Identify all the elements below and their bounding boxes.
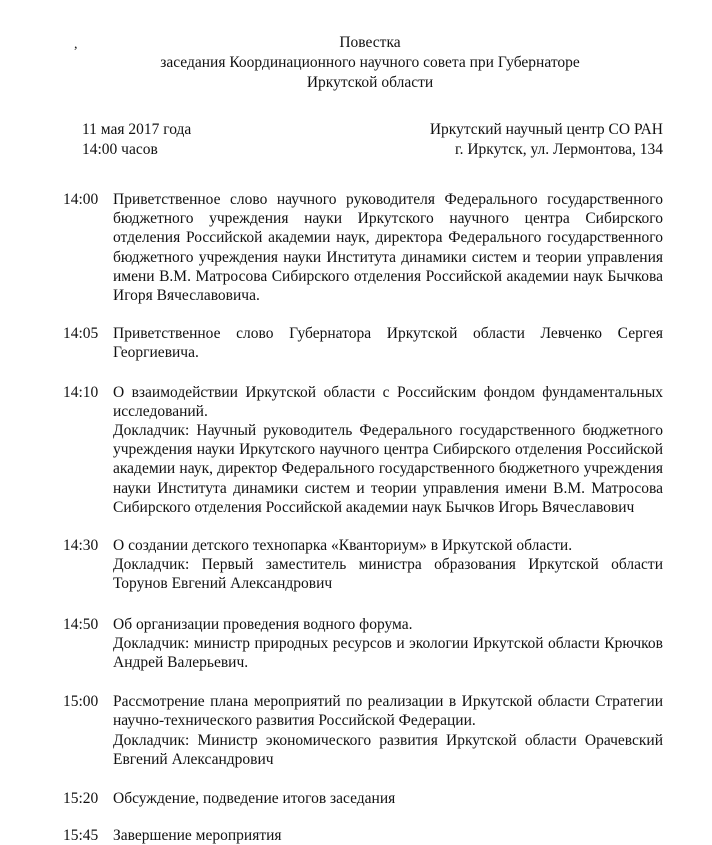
agenda-topic: Приветственное слово Губернатора Иркутской области Левченко Сергея Георгиевича. (113, 325, 663, 362)
agenda-speaker: Докладчик: Научный руководитель Федерального государственного бюджетного учреждения науки Иркутского научного центра Сибирского отделения Российской академии наук, директор Федерального государственного бюджетного учреждения науки Института динамики систем и теории управления имени В.М. Матросова Сибирского отделения Российской академии наук Бычков Игорь Вячеславович (113, 422, 663, 516)
title-line-1: Повестка (339, 34, 401, 51)
agenda-item (63, 826, 663, 845)
title-line-3: Иркутской области (306, 74, 434, 91)
agenda-speaker: Докладчик: Первый заместитель министра образования Иркутской области Торунов Евгений Александрович (113, 556, 663, 593)
agenda-time: 15:20 (63, 790, 99, 808)
agenda-content (113, 190, 663, 305)
document-title (100, 33, 640, 93)
agenda-list (63, 190, 663, 845)
agenda-topic: Завершение мероприятия (113, 827, 282, 845)
agenda-speaker: Докладчик: министр природных ресурсов и экологии Иркутской области Крючков Андрей Валерьевич. (113, 634, 663, 672)
stray-mark: , (74, 37, 78, 52)
agenda-topic: О взаимодействии Иркутской области с Российским фондом фундаментальных исследований. (113, 383, 663, 420)
agenda-item (63, 190, 663, 305)
agenda-item (63, 789, 663, 808)
agenda-content (113, 826, 663, 845)
agenda-time: 14:30 (63, 537, 99, 555)
agenda-time: 14:10 (63, 383, 99, 401)
agenda-item (63, 692, 663, 769)
agenda-topic: Рассмотрение плана мероприятий по реализации в Иркутской области Стратегии научно-технического развития Российской Федерации. (113, 693, 663, 730)
agenda-content (113, 536, 663, 594)
meeting-datetime (82, 120, 191, 160)
agenda-item (63, 324, 663, 362)
agenda-item (63, 383, 663, 517)
agenda-item (63, 536, 663, 594)
agenda-topic: Обсуждение, подведение итогов заседания (113, 790, 396, 808)
agenda-time: 15:45 (63, 827, 99, 845)
title-line-2: заседания Координационного научного совета при Губернаторе (160, 54, 580, 71)
agenda-item (63, 615, 663, 673)
agenda-content (113, 324, 663, 362)
meeting-date: 11 мая 2017 года (82, 121, 192, 138)
agenda-topic: О создании детского технопарка «Кванториум» в Иркутской области. (113, 537, 573, 555)
agenda-speaker: Докладчик: Министр экономического развития Иркутской области Орачевский Евгений Александрович (113, 731, 663, 768)
agenda-content (113, 383, 663, 517)
meeting-venue: Иркутский научный центр СО РАН (429, 121, 663, 138)
agenda-time: 14:05 (63, 325, 99, 343)
agenda-content (113, 789, 663, 808)
agenda-topic: Об организации проведения водного форума. (113, 615, 413, 633)
meeting-address: г. Иркутск, ул. Лермонтова, 134 (454, 141, 663, 158)
agenda-time: 15:00 (63, 693, 99, 711)
agenda-time: 14:50 (63, 615, 99, 633)
agenda-content (113, 692, 663, 769)
agenda-topic: Приветственное слово научного руководителя Федерального государственного бюджетного учреждения науки Иркутского научного центра Сибирского отделения Российской академии наук, директора Федерального государственного бюджетного учреждения науки Института динамики систем и теории управления имени В.М. Матросова Сибирского отделения Российской академии наук Бычкова Игоря Вячеславовича. (113, 191, 663, 305)
agenda-content (113, 615, 663, 673)
meeting-time: 14:00 часов (82, 141, 158, 158)
meeting-location (430, 120, 663, 160)
agenda-time: 14:00 (63, 191, 99, 208)
